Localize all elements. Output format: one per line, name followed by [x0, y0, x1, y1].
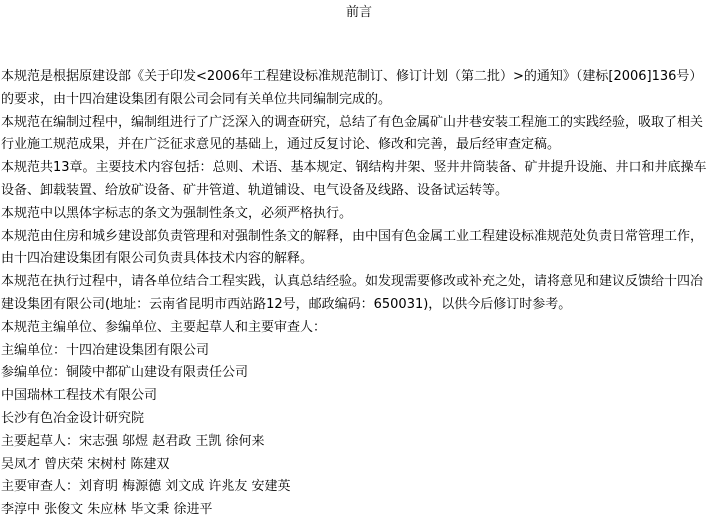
line-drafters-2: 吴凤才 曾庆荣 宋树村 陈建双: [1, 456, 170, 472]
paragraph-basis: 本规范是根据原建设部《关于印发<2006年工程建设标准规范制订、修订计划（第二批）>的通知》（建标[2006]136号）的要求，由十四冶建设集团有限公司会同有关单位共同编制完成的。: [1, 69, 703, 107]
line-drafters-1: 主要起草人：宋志强 邬煜 赵君政 王凯 徐何来: [1, 433, 265, 449]
line-units-heading: 本规范主编单位、参编单位、主要起草人和主要审查人：: [1, 319, 327, 335]
paragraph-management: 本规范由住房和城乡建设部负责管理和对强制性条文的解释，由中国有色金属工业工程建设标准规范处负责日常管理工作，由十四冶建设集团有限公司负责具体技术内容的解释。: [1, 228, 704, 267]
line-participating-unit-2: 中国瑞林工程技术有限公司: [1, 388, 158, 404]
paragraph-contents: 本规范共13章。主要技术内容包括：总则、术语、基本规定、钢结构井架、竖井井筒装备、矿井提升设施、井口和井底操车设备、卸载装置、给放矿设备、矿井管道、轨道铺设、电气设备及线路、设备试运转等。: [1, 160, 707, 198]
page-title: 前言: [345, 5, 372, 20]
line-participating-unit-3: 长沙有色冶金设计研究院: [1, 410, 145, 426]
line-reviewers-2: 李淳中 张俊文 朱应林 毕文秉 徐进平: [1, 502, 213, 518]
paragraph-feedback: 本规范在执行过程中，请各单位结合工程实践，认真总结经验。如发现需要修改或补充之处，请将意见和建议反馈给十四冶建设集团有限公司(地址：云南省昆明市西站路12号，邮政编码：650031)，以供今后修订时参考。: [1, 274, 704, 312]
line-participating-unit-1: 参编单位：铜陵中都矿山建设有限责任公司: [1, 365, 249, 381]
line-reviewers-1: 主要审查人：刘育明 梅源德 刘文成 许兆友 安建英: [1, 479, 291, 495]
line-chief-unit: 主编单位：十四冶建设集团有限公司: [1, 342, 210, 358]
document-body: [1, 66, 715, 522]
paragraph-compilation: 本规范在编制过程中，编制组进行了广泛深入的调查研究，总结了有色金属矿山井巷安装工程施工的实践经验，吸取了相关行业施工规范成果，并在广泛征求意见的基础上，通过反复讨论、修改和完善，最后经审查定稿。: [1, 114, 704, 153]
paragraph-mandatory: 本规范中以黑体字标志的条文为强制性条文，必须严格执行。: [1, 205, 353, 221]
